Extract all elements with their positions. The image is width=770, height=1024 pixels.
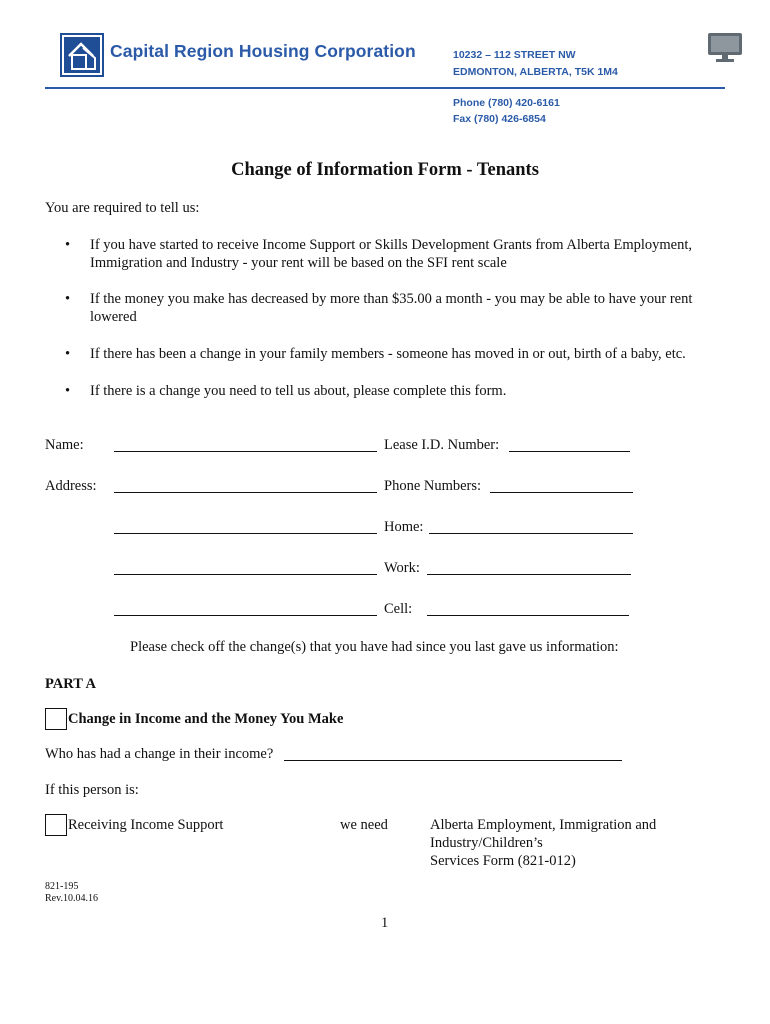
address-line-1: 10232 – 112 STREET NW — [453, 49, 576, 61]
bullet-3-line-1: If there has been a change in your family members - someone has moved in or out, birth of a baby, etc. — [90, 346, 686, 362]
address-field-line-2[interactable] — [114, 519, 377, 534]
form-number: 821-195 — [45, 881, 79, 892]
bullet-1-line-2: Immigration and Industry - your rent will be based on the SFI rent scale — [90, 255, 507, 271]
required-form-line-3: Services Form (821-012) — [430, 853, 576, 869]
page-number: 1 — [381, 915, 389, 931]
bullet-2-line-2: lowered — [90, 309, 137, 325]
house-logo-icon — [60, 33, 104, 77]
address-field-line-4[interactable] — [114, 601, 377, 616]
bullet-dot: • — [65, 237, 71, 253]
address-field-line-3[interactable] — [114, 560, 377, 575]
fax-number: Fax (780) 426-6854 — [453, 113, 546, 125]
bullet-dot: • — [65, 291, 71, 307]
work-phone-label: Work: — [384, 560, 420, 576]
work-phone-field[interactable] — [427, 560, 631, 575]
income-change-checkbox[interactable] — [45, 708, 67, 730]
part-a-heading: PART A — [45, 676, 96, 692]
cell-phone-label: Cell: — [384, 601, 413, 617]
bullet-dot: • — [65, 383, 71, 399]
name-field[interactable] — [114, 437, 377, 452]
address-label: Address: — [45, 478, 97, 494]
phone-numbers-field[interactable] — [490, 478, 633, 493]
required-form-line-1: Alberta Employment, Immigration and — [430, 817, 657, 833]
phone-numbers-label: Phone Numbers: — [384, 478, 482, 494]
form-revision: Rev.10.04.16 — [45, 893, 98, 904]
header-divider — [45, 87, 725, 89]
intro-text: You are required to tell us: — [45, 200, 200, 216]
income-change-label: Change in Income and the Money You Make — [68, 711, 344, 727]
we-need-text: we need — [340, 817, 388, 833]
cell-phone-field[interactable] — [427, 601, 629, 616]
bullet-dot: • — [65, 346, 71, 362]
form-title: Change of Information Form - Tenants — [231, 160, 539, 180]
who-changed-question: Who has had a change in their income? — [45, 746, 274, 762]
who-changed-field[interactable] — [284, 746, 622, 761]
home-phone-field[interactable] — [429, 519, 633, 534]
monitor-icon — [707, 32, 743, 64]
lease-id-label: Lease I.D. Number: — [384, 437, 500, 453]
phone-number: Phone (780) 420-6161 — [453, 97, 560, 109]
if-person-text: If this person is: — [45, 782, 139, 798]
home-phone-label: Home: — [384, 519, 424, 535]
organization-name: Capital Region Housing Corporation — [110, 41, 416, 61]
required-form-line-2: Industry/Children’s — [430, 835, 543, 851]
address-field-line-1[interactable] — [114, 478, 377, 493]
bullet-1-line-1: If you have started to receive Income Support or Skills Development Grants from Alberta Employment, — [90, 237, 692, 253]
check-instruction: Please check off the change(s) that you have had since you last gave us information: — [130, 639, 619, 655]
name-label: Name: — [45, 437, 84, 453]
income-support-checkbox[interactable] — [45, 814, 67, 836]
address-line-2: EDMONTON, ALBERTA, T5K 1M4 — [453, 66, 618, 78]
income-support-label: Receiving Income Support — [68, 817, 224, 833]
bullet-4-line-1: If there is a change you need to tell us about, please complete this form. — [90, 383, 507, 399]
lease-id-field[interactable] — [509, 437, 630, 452]
bullet-2-line-1: If the money you make has decreased by more than $35.00 a month - you may be able to have your rent — [90, 291, 693, 307]
